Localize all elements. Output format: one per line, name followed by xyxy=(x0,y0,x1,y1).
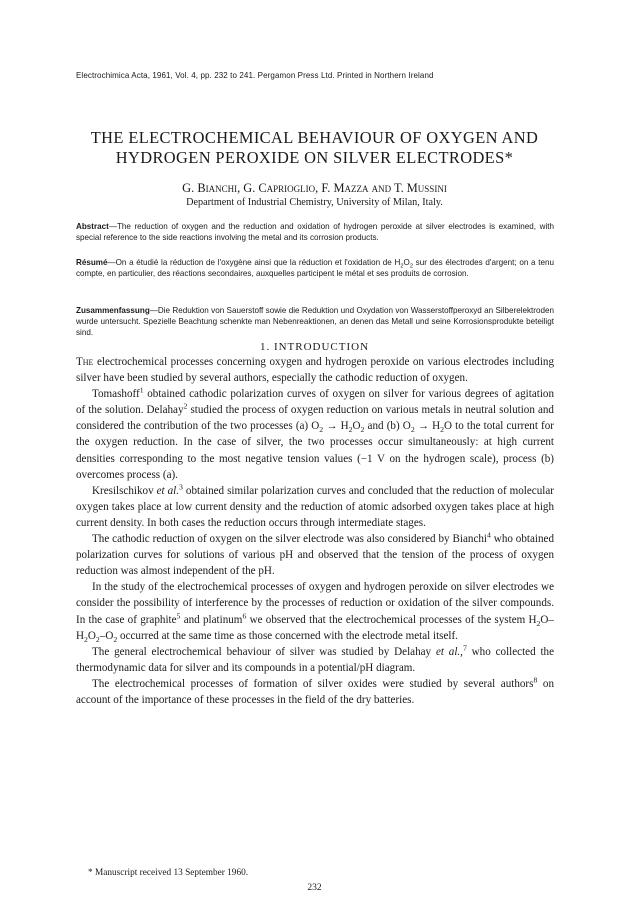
resume-o: O xyxy=(403,258,410,267)
chem-o: O xyxy=(87,629,96,642)
paragraph-4 xyxy=(76,531,554,579)
zusammenfassung-label: Zusammenfassung xyxy=(76,306,150,315)
resume-sub-2a: 2 xyxy=(400,263,404,270)
p4-b: who obtained polarization curves for solutions of various pH and observed that the tension of the process of oxygen reduction was almost independent of the pH. xyxy=(76,533,555,578)
sub-2: 2 xyxy=(348,425,353,435)
paragraph-3 xyxy=(76,483,554,531)
ref-1: 1 xyxy=(139,385,144,395)
arrow: → xyxy=(323,420,341,433)
p2-a: Tomashoff xyxy=(92,388,140,401)
chem-o: O xyxy=(352,420,361,433)
p3-etal: et al. xyxy=(156,484,180,497)
p6-a: The general electrochemical behaviour of silver was studied by Delahay xyxy=(92,645,436,658)
zusammenfassung-text: —Die Reduktion von Sauerstoff sowie die Reduktion und Oxydation von Wasserstoffperoxyd an Silberelektroden wurde untersucht. Spezielle Beachtung schenkte man Nebenreaktionen, an denen das Metall und seine Korrosionsprodukte beteiligt sind. xyxy=(76,306,554,337)
p2-d: and (b) O xyxy=(364,420,411,433)
affiliation: Department of Industrial Chemistry, University of Milan, Italy. xyxy=(186,197,443,208)
abstract-german xyxy=(76,306,554,338)
paragraph-5 xyxy=(76,579,554,643)
journal-header: Electrochimica Acta, 1961, Vol. 4, pp. 232 to 241. Pergamon Press Ltd. Printed in Northern Ireland xyxy=(76,71,434,80)
sub-2: 2 xyxy=(95,634,100,644)
ref-2: 2 xyxy=(183,401,188,411)
section-heading: 1. INTRODUCTION xyxy=(259,341,370,353)
body-text xyxy=(76,354,554,708)
authors: G. Bianchi, G. Caprioglio, F. Mazza and T. Mussini xyxy=(182,181,447,195)
ref-6: 6 xyxy=(242,610,247,620)
paper-title xyxy=(40,128,589,168)
resume-sub-2b: 2 xyxy=(409,263,413,270)
sub-2: 2 xyxy=(536,618,541,628)
paragraph-1 xyxy=(76,354,554,386)
ref-4: 4 xyxy=(487,530,491,540)
p5-b: and platinum xyxy=(180,613,243,626)
p5-a: In the study of the electrochemical processes of oxygen and hydrogen peroxide on silver electrodes we consider the possibility of interference by the processes of reduction or oxidation of the silver compounds. In the case of graphite xyxy=(76,581,554,626)
resume-text-a: —On a étudié la réduction de l'oxygène ainsi que la réduction et l'oxidation de H xyxy=(107,258,401,267)
p4-a: The cathodic reduction of oxygen on the silver electrode was also considered by Bianchi xyxy=(92,533,488,546)
title-line-1: THE ELECTROCHEMICAL BEHAVIOUR OF OXYGEN AND xyxy=(90,128,539,147)
p7-b: on account of the importance of these processes in the field of the dry batteries. xyxy=(76,677,554,706)
page-number: 232 xyxy=(307,883,322,893)
paragraph-2 xyxy=(76,386,554,483)
chem-h: H xyxy=(340,420,349,433)
sub-2: 2 xyxy=(410,425,415,435)
p5-d: occurred at the same time as those concerned with the electrode metal itself. xyxy=(117,629,458,642)
sub-2: 2 xyxy=(84,634,88,644)
p5-c: we observed that the electrochemical processes of the system H xyxy=(246,613,537,626)
p3-a: Kresilschikov xyxy=(92,484,157,497)
sub-2: 2 xyxy=(113,634,118,644)
p2-e: O to the total current for the oxygen reduction. In the case of silver, the two processes occur simultaneously: at high current densities corresponding to the most negative tension values (−1 V on the hydrogen scale), process (b) overcomes process (a). xyxy=(76,420,554,481)
title-line-2: HYDROGEN PEROXIDE ON SILVER ELECTRODES* xyxy=(115,148,514,167)
chem-o-end: –O xyxy=(99,629,114,642)
p1-text: electrochemical processes concerning oxygen and hydrogen peroxide on various electrodes including silver have been studied by several authors, especially the cathodic reduction of oxygen. xyxy=(76,356,554,385)
abstract-french xyxy=(76,258,554,280)
arrow: → xyxy=(414,420,433,433)
p3-b: obtained similar polarization curves and concluded that the reduction of molecular oxygen takes place at low current density and the reduction of atomic adsorbed oxygen takes place at high current density. In both cases the reduction occurs through intermediate stages. xyxy=(76,484,554,529)
ref-8: 8 xyxy=(533,675,538,685)
p2-c: studied the process of oxygen reduction on various metals in neutral solution and considered the contribution of the two processes (a) O xyxy=(76,404,554,433)
ref-5: 5 xyxy=(176,610,181,620)
chem-h: H xyxy=(432,420,441,433)
resume-label: Résumé xyxy=(76,258,108,267)
abstract-english xyxy=(76,222,554,244)
sub-2: 2 xyxy=(440,425,444,435)
p2-b: obtained cathodic polarization curves of oxygen on silver for various degrees of agitation of the solution. Delahay xyxy=(76,388,554,417)
p1-lead: The xyxy=(76,356,94,368)
p7-a: The electrochemical processes of formation of silver oxides were studied by several authors xyxy=(92,677,534,690)
abstract-label: Abstract xyxy=(76,222,109,231)
footnote: * Manuscript received 13 September 1960. xyxy=(88,868,249,878)
paragraph-7 xyxy=(76,676,554,708)
sub-2: 2 xyxy=(319,425,324,435)
ref-3: 3 xyxy=(179,482,183,492)
abstract-text: —The reduction of oxygen and the reduction and oxidation of hydrogen peroxide at silver electrodes is examined, with special reference to the side reactions involving the metal and its corrosion products. xyxy=(76,222,554,242)
p6-b: who collected the thermodynamic data for silver and its compounds in a potential/pH diagram. xyxy=(76,645,555,674)
sub-2: 2 xyxy=(360,425,365,435)
ref-7: 7 xyxy=(462,643,467,652)
resume-text-b: sur des électrodes d'argent; on a tenu compte, en particulier, des réactions secondaires, auxquelles participent le métal et ses produits de corrosion. xyxy=(76,258,554,278)
paragraph-6 xyxy=(76,644,554,676)
p6-etal: et al., xyxy=(435,645,463,658)
chem-system: O–H xyxy=(76,613,554,642)
